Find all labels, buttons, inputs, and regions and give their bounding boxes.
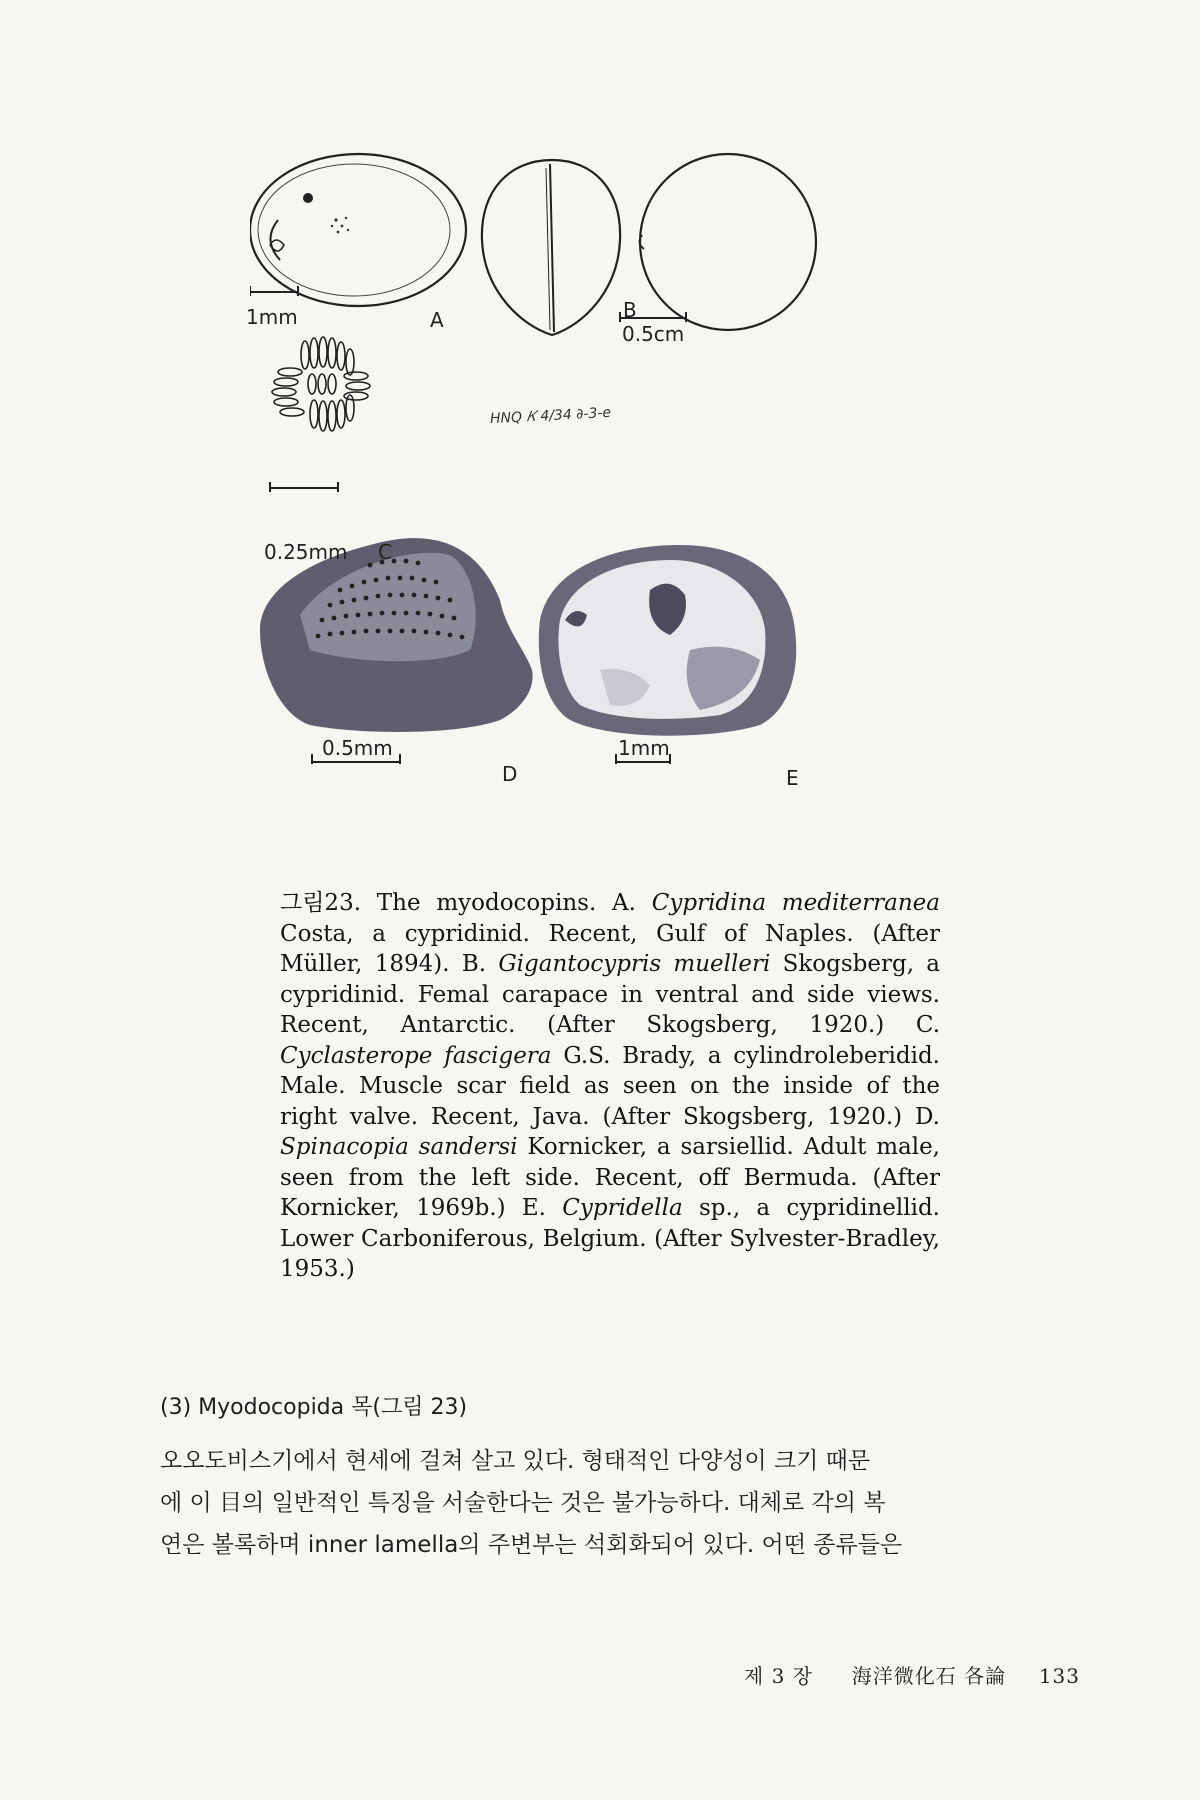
body-paragraph <box>160 1440 1090 1566</box>
caption-text-2: Costa, a cypridinid. Recent, Gulf of Naples. (After Müller, 1894). B. <box>280 920 940 977</box>
specimen-d-photo <box>260 538 533 764</box>
section-heading: (3) Myodocopida 목(그림 23) <box>160 1395 468 1420</box>
caption-text-5: Kornicker, a sarsiellid. Adult male, seen from the left side. Recent, off Bermuda. (After Kornicker, 1969b.) E. <box>280 1134 940 1221</box>
body-line-1: 오오도비스기에서 현세에 걸쳐 살고 있다. 형태적인 다양성이 크기 때문 <box>160 1448 871 1474</box>
scale-label-b: 0.5cm <box>622 322 685 346</box>
scale-label-d: 0.5mm <box>322 736 393 760</box>
body-line-3: 연은 볼록하며 inner lamella의 주변부는 석회화되어 있다. 어떤 종류들은 <box>160 1532 903 1558</box>
specimen-a-drawing <box>250 154 466 306</box>
figure-drawings <box>250 150 950 910</box>
caption-species-e: Cypridella <box>562 1195 683 1221</box>
specimen-b-ventral-drawing <box>482 160 620 335</box>
figure-label-b: B <box>623 298 637 322</box>
caption-text-3: Skogsberg, a cypridinid. Femal carapace in ventral and side views. Recent, Antarctic. (After Skogsberg, 1920.) C. <box>280 951 940 1038</box>
scale-label-c: 0.25mm <box>264 540 348 564</box>
figure-caption <box>280 888 940 1285</box>
caption-species-b: Gigantocypris muelleri <box>498 951 771 977</box>
caption-species-d: Spinacopia sandersi <box>280 1134 518 1160</box>
figure-23 <box>246 150 950 910</box>
caption-text-1: The myodocopins. A. <box>361 890 652 916</box>
figure-label-e: E <box>786 766 799 790</box>
footer-chapter: 제 3 장 <box>743 1664 814 1688</box>
scale-label-a: 1mm <box>246 305 298 329</box>
footer-title: 海洋微化石 各論 <box>851 1664 1007 1688</box>
caption-text-4: G.S. Brady, a cylindroleberidid. Male. Muscle scar field as seen on the inside of the right valve. Recent, Java. (After Skogsberg, 1920.) D. <box>280 1042 940 1130</box>
caption-text-6: sp., a cypridinellid. Lower Carboniferous, Belgium. (After Sylvester-Bradley, 1953.) <box>280 1195 940 1282</box>
figure-label-a: A <box>430 308 444 332</box>
caption-species-c: Cyclasterope fascigera <box>280 1042 552 1069</box>
specimen-e-photo <box>539 545 796 764</box>
page-number: 133 <box>1038 1664 1080 1688</box>
scale-label-e: 1mm <box>618 736 670 760</box>
handwritten-note: HNQ 𝐾 4/34 ∂-3-e <box>489 404 612 428</box>
page-footer <box>720 1660 1080 1689</box>
caption-species-a: Cypridina mediterranea <box>651 890 941 916</box>
figure-label-d: D <box>502 762 518 786</box>
body-line-2: 에 이 目의 일반적인 특징을 서술한다는 것은 불가능하다. 대체로 각의 복 <box>160 1490 886 1516</box>
specimen-c-drawing <box>270 337 370 492</box>
caption-prefix: 그림23. <box>280 890 362 916</box>
specimen-b-side-drawing <box>620 154 816 330</box>
figure-label-c: C <box>378 540 392 564</box>
